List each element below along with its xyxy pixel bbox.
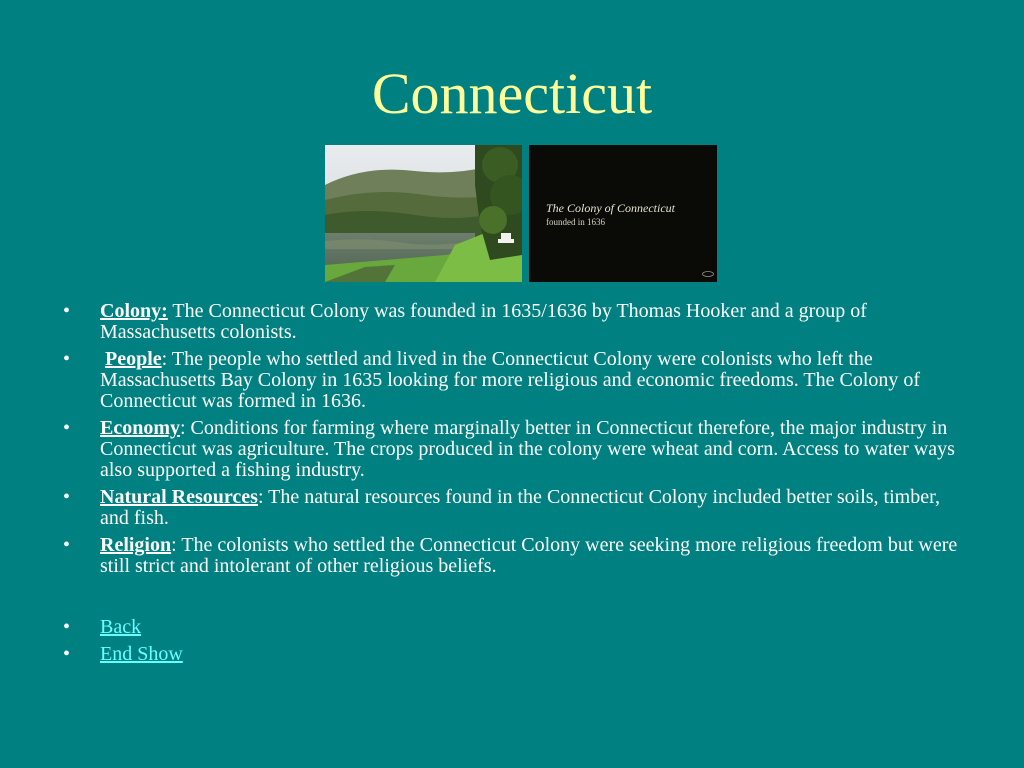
lake-landscape-image <box>325 145 522 282</box>
text-colony: The Connecticut Colony was founded in 1635/1636 by Thomas Hooker and a group of Massachusetts colonists. <box>100 300 867 343</box>
bullet-dot: • <box>63 616 71 638</box>
watermark-icon <box>702 271 714 277</box>
bullet-colony <box>0 301 1024 343</box>
navigation-link-list <box>0 617 1024 671</box>
content-bullet-list <box>0 301 1024 583</box>
bullet-dot: • <box>63 534 71 556</box>
bullet-natural-resources <box>0 487 1024 529</box>
back-link[interactable]: Back <box>100 616 142 638</box>
end-show-link[interactable]: End Show <box>100 643 183 665</box>
nav-item-back <box>0 617 1024 638</box>
bullet-dot: • <box>63 643 71 665</box>
slide-title: Connecticut <box>371 61 653 126</box>
bullet-people <box>0 349 1024 412</box>
text-natural-resources: : The natural resources found in the Connecticut Colony included better soils, timber, and fish. <box>100 486 940 529</box>
bullet-dot: • <box>63 486 71 508</box>
text-economy: : Conditions for farming where marginally better in Connecticut therefore, the major industry in Connecticut was agriculture. The crops produced in the colony were wheat and corn. Access to water ways also supported a fishing industry. <box>100 417 955 481</box>
nav-item-end-show <box>0 644 1024 665</box>
bullet-religion <box>0 535 1024 577</box>
text-people: : The people who settled and lived in the Connecticut Colony were colonists who left the Massachusetts Bay Colony in 1635 looking for more religious and economic freedoms. The Colony of Connecticut was formed in 1636. <box>100 348 921 412</box>
title-card-subheading: founded in 1636 <box>546 217 605 227</box>
bullet-dot: • <box>63 348 71 370</box>
term-religion: Religion <box>100 534 172 556</box>
bullet-economy <box>0 418 1024 481</box>
term-people: People <box>105 348 162 370</box>
term-natural-resources: Natural Resources <box>100 486 258 508</box>
bullet-dot: • <box>63 417 71 439</box>
term-colony: Colony: <box>100 300 168 322</box>
bullet-dot: • <box>63 300 71 322</box>
title-card-heading: The Colony of Connecticut <box>546 201 675 215</box>
colony-title-card-image <box>529 145 717 282</box>
text-religion: : The colonists who settled the Connecticut Colony were seeking more religious freedom but were still strict and intolerant of other religious beliefs. <box>100 534 958 577</box>
term-economy: Economy <box>100 417 180 439</box>
